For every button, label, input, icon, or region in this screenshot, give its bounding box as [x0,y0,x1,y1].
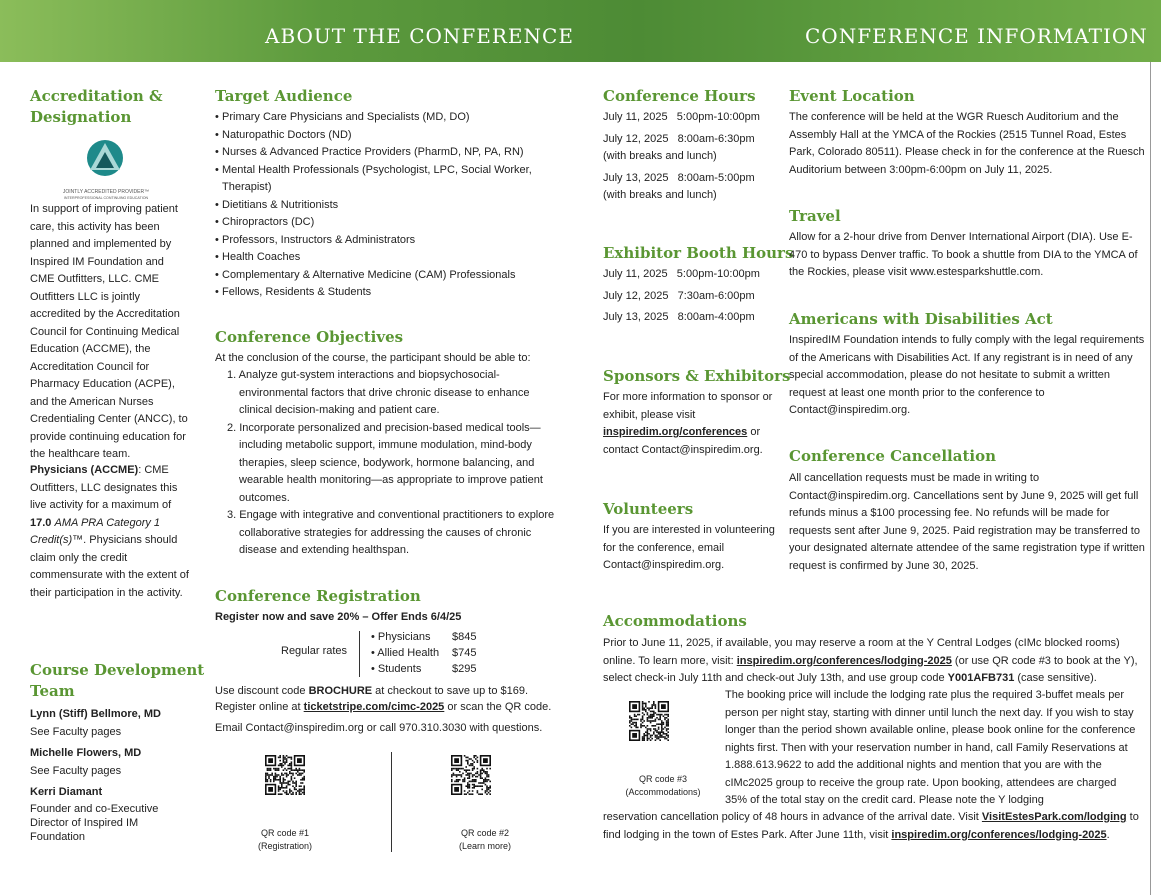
list-item: • Primary Care Physicians and Specialists (MD, DO) [215,109,560,127]
accommodations-p3: reservation cancellation policy of 48 hours in advance of the arrival date. Visit VisitEstesPark.com/lodging to find lodging in the town of Estes Park. After June 11th, visit inspiredim.org/conferences/lodging-2025. [603,811,1139,841]
list-item: July 11, 2025 5:00pm-10:00pm [603,268,760,280]
volunteers-heading: Volunteers [603,500,694,518]
qr-code-icon[interactable] [451,755,491,795]
joint-accreditation-logo [56,140,156,200]
registration-heading: Conference Registration [215,587,421,605]
register-line: Register online at ticketstripe.com/cimc-2025 or scan the QR code. [215,701,552,713]
travel-body: Allow for a 2-hour drive from Denver International Airport (DIA). Use E-470 to bypass Denver traffic. To book a shuttle from DIA to the YMCA of the Rockies, please visit www.estesparkshuttle.com. [789,231,1138,278]
target-audience-heading: Target Audience [215,87,353,105]
list-item: • Dietitians & Nutritionists [215,197,560,215]
cancellation-heading: Conference Cancellation [789,447,996,465]
triangle-logo-icon [56,140,156,188]
objectives-heading: Conference Objectives [215,328,404,346]
accreditation-heading: Accreditation & Designation [30,87,163,126]
list-item: • Complementary & Alternative Medicine (CAM) Professionals [215,267,560,285]
location-heading: Event Location [789,87,915,105]
rates-label: Regular rates [281,645,348,657]
table-row: • Physicians $845 [371,631,477,643]
accommodations-p1: Prior to June 11, 2025, if available, you may reserve a room at the Y Central Lodges (cIMc blocked rooms) online. To learn more, visit: inspiredim.org/conferences/lodging-2025 (or use QR code #3 to book at the Y), select check-in July 11th and check-out July 13th, and use group code Y001AFB731 (case sensitive). [603,637,1138,684]
course-team-list [30,706,195,844]
team-member: Kerri Diamant Founder and co-Executive Director of Inspired IM Foundation [30,786,159,843]
physicians-credit: Physicians (ACCME): CME Outfitters, LLC designates this live activity for a maximum of 17.0 AMA PRA Category 1 Credit(s)™. Physicians should claim only the credit commensurate with the extent of their participation in the activity. [30,464,189,599]
list-item: July 13, 2025 8:00am-5:00pm (with breaks and lunch) [603,171,755,201]
team-member: Michelle Flowers, MD See Faculty pages [30,747,142,777]
lodging-link-2[interactable]: inspiredim.org/conferences/lodging-2025 [891,828,1107,841]
conferences-link[interactable]: inspiredim.org/conferences [603,426,748,438]
table-row: • Students $295 [371,663,477,675]
list-item: July 13, 2025 8:00am-4:00pm [603,311,755,323]
list-item: • Professors, Instructors & Administrators [215,232,560,250]
list-item: July 12, 2025 7:30am-6:00pm [603,289,755,302]
qr-divider [391,752,392,852]
sponsors-body: For more information to sponsor or exhibit, please visit inspiredim.org/conferences or contact Contact@inspiredim.org. [603,391,773,456]
list-item: • Naturopathic Doctors (ND) [215,127,560,145]
email-line: Email Contact@inspiredim.org or call 970.310.3030 with questions. [215,722,543,734]
list-item: 1. Analyze gut-system interactions and biopsychosocial-environmental factors that drive chronic disease to enhance clinical decision-making and patient care. [227,369,530,416]
list-item: July 12, 2025 8:00am-6:30pm (with breaks and lunch) [603,132,755,162]
travel-heading: Travel [789,207,841,225]
ada-body: InspiredIM Foundation intends to fully comply with the legal requirements of the Americans with Disabilities Act. If any registrant is in need of any special accommodation, please do not hesitate to submit a written request at least one month prior to the conference to Contact@inspiredim.org. [789,334,1145,416]
list-item: 2. Incorporate personalized and precision-based medical tools—including metabolic support, immune modulation, mind-body therapies, sleep science, bodywork, hormone balancing, and wearable health monitoring—as appropriate to improve patient outcomes. [227,421,543,504]
registration-offer: Register now and save 20% – Offer Ends 6/4/25 [215,611,462,623]
rates-divider [359,631,360,677]
qr-code-icon[interactable] [265,755,305,795]
qr-code-icon[interactable] [629,701,669,741]
volunteers-body: If you are interested in volunteering for the conference, email Contact@inspiredim.org. [603,524,775,571]
right-edge-rule [1150,62,1151,895]
hours-list [603,109,773,205]
table-row: • Allied Health $745 [371,647,477,659]
qr1-caption: QR code #1 (Registration) [257,828,313,851]
accommodations-p2: The booking price will include the lodging rate plus the required 3-buffet meals per person per night stay, starting with dinner until lunch the next day. If you wish to stay longer than the period shown available online, please book online for the conference nights first. Then with your reservation number in hand, call Family Reservations at 1.888.613.9622 to add the additional nights and mention that you are with the cIMc2025 group to receive the group rate. Upon booking, attendees are charged 35% of the total stay on the credit card. Please note the Y lodging [725,689,1136,806]
hours-heading: Conference Hours [603,87,756,105]
accreditation-body: In support of improving patient care, this activity has been planned and implemented by Inspired IM Foundation and CME Outfitters, LLC. CME Outfitters LLC is jointly accredited by the Accreditation Council for Continuing Medical Education (ACCME), the Accreditation Council for Pharmacy Education (ACPE), and the American Nurses Credentialing Center (ANCC), to provide continuing education for the healthcare team. [30,203,188,460]
lodging-link[interactable]: inspiredim.org/conferences/lodging-2025 [736,654,952,667]
team-member: Lynn (Stiff) Bellmore, MD See Faculty pages [30,708,161,738]
ticketstripe-link[interactable]: ticketstripe.com/cimc-2025 [303,701,445,713]
qr3-caption: QR code #3 (Accommodations) [625,774,701,797]
cancellation-body: All cancellation requests must be made in writing to Contact@inspiredim.org. Cancellations sent by June 9, 2025 will get full refunds minus a $100 processing fee. No refunds will be made for requests sent after June 9, 2025. Paid registration may be transferred to your designated alternate attendee of the same registration type if written request is confirmed by June 30, 2025. [789,472,1145,572]
about-title: ABOUT THE CONFERENCE [265,24,574,48]
visit-estes-link[interactable]: VisitEstesPark.com/lodging [981,811,1127,823]
discount-line: Use discount code BROCHURE at checkout to save up to $169. [215,685,529,697]
list-item: • Chiropractors (DC) [215,214,560,232]
list-item: • Nurses & Advanced Practice Providers (PharmD, NP, PA, RN) [215,144,560,162]
qr2-caption: QR code #2 (Learn more) [458,828,512,851]
info-title: CONFERENCE INFORMATION [805,24,1148,48]
header-banner [0,0,1161,62]
list-item: • Health Coaches [215,249,560,267]
objectives-list [215,367,560,560]
ada-heading: Americans with Disabilities Act [789,310,1053,328]
sponsors-heading: Sponsors & Exhibitors [603,367,791,385]
exhibitor-hours-list [603,266,773,327]
list-item: • Mental Health Professionals (Psychologist, LPC, Social Worker, Therapist) [215,162,542,197]
exhibitor-hours-heading: Exhibitor Booth Hours [603,244,794,262]
course-team-heading: Course Development Team [30,661,205,700]
logo-text: JOINTLY ACCREDITED PROVIDER™ INTERPROFESSIONAL CONTINUING EDUCATION [62,189,150,200]
location-body: The conference will be held at the WGR Ruesch Auditorium and the Assembly Hall at the YMCA of the Rockies (2515 Tunnel Road, Estes Park, Colorado 80511). Please check in for the conference at the Ruesch Auditorium between 3:00pm-6:00pm on July 11, 2025. [789,111,1145,176]
target-audience-list [215,109,560,302]
list-item: • Fellows, Residents & Students [215,284,560,302]
objectives-intro: At the conclusion of the course, the participant should be able to: [215,352,531,364]
list-item: July 11, 2025 5:00pm-10:00pm [603,111,760,123]
accommodations-heading: Accommodations [603,612,747,630]
list-item: 3. Engage with integrative and conventional practitioners to explore collaborative strategies for addressing the causes of chronic disease and extending healthspan. [227,509,555,556]
rates-table [371,629,476,677]
